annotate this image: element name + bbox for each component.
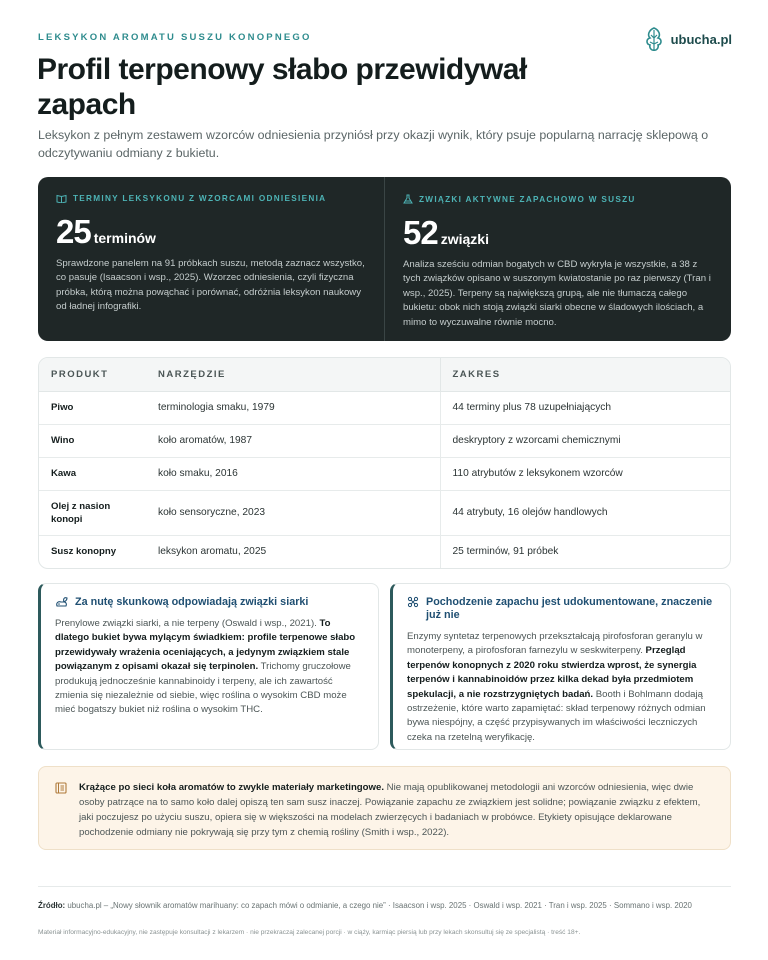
stat-description: Analiza sześciu odmian bogatych w CBD wykryła je wszystkie, a 38 z tych związków opisano w suszonym kwiatostanie po raz pierwszy (Tran i wsp., 2025). Terpeny są największą grupą, ale nie tłumaczą całego bukietu: obok nich stoją związki siarki obecne w śladowych ilościach, a mimo to wyczuwalne równie mocno.: [403, 259, 711, 328]
cell-product: Piwo: [39, 391, 146, 424]
flask-icon: [403, 194, 413, 204]
stat-label: ZWIĄZKI AKTYWNE ZAPACHOWO W SUSZU: [419, 194, 636, 204]
stat-compounds: [384, 177, 731, 341]
molecule-icon: [407, 596, 419, 608]
table-row: [39, 457, 730, 490]
card-title: Za nutę skunkową odpowiadają związki siarki: [75, 596, 309, 608]
cell-tool: terminologia smaku, 1979: [146, 391, 440, 424]
note-text: Krążące po sieci koła aromatów to zwykle materiały marketingowe. Nie mają opublikowanej metodologii ani wzorców odniesienia, więc dwie osoby patrzące na to samo koło dalej opiszą ten sam susz inaczej. Powiązanie zapachu ze związkiem jest solidne; powiązanie związku z efektem, jaki poczujesz po użyciu suszu, opiera się w większości na modelach zwierzęcych i badaniach w probówce. Etykiety opisujące deklarowane pochodzenie odmiany nie pokrywają się przy tym z chemią rośliny (Smith i wsp., 2022).: [79, 782, 701, 838]
marketing-warning-note: [38, 766, 731, 850]
table-header-row: [39, 358, 730, 391]
stat-value: 25: [56, 213, 91, 250]
column-header-product: PRODUKT: [39, 358, 146, 391]
source-line: Źródło: ubucha.pl – „Nowy słownik aromatów marihuany: co zapach mówi o odmianie, a czego nie” · Isaacson i wsp. 2025 · Oswald i wsp. 2021 · Tran i wsp. 2025 · Sommano i wsp. 2020: [38, 901, 692, 910]
stat-label: TERMINY LEKSYKONU Z WZORCAMI ODNIESIENIA: [73, 194, 327, 203]
document-icon: [55, 782, 67, 849]
table-row: [39, 424, 730, 457]
cell-scope: 44 atrybuty, 16 olejów handlowych: [440, 490, 730, 535]
stats-panel: [38, 177, 731, 341]
column-header-scope: ZAKRES: [440, 358, 730, 391]
book-icon: [56, 194, 67, 203]
cell-scope: 25 terminów, 91 próbek: [440, 535, 730, 568]
cell-tool: leksykon aromatu, 2025: [146, 535, 440, 568]
brand-logo[interactable]: [643, 26, 732, 52]
brand-name: ubucha.pl: [670, 31, 732, 47]
table-row: [39, 490, 730, 535]
cell-tool: koło smaku, 2016: [146, 457, 440, 490]
column-header-tool: NARZĘDZIE: [146, 358, 440, 391]
page-title: Profil terpenowy słabo przewidywał zapach: [37, 53, 527, 121]
cell-scope: 110 atrybutów z leksykonem wzorców: [440, 457, 730, 490]
leaf-logo-icon: [643, 26, 665, 52]
card-origin-note: [390, 583, 731, 750]
footer-divider: [38, 886, 731, 887]
card-title: Pochodzenie zapachu jest udokumentowane, znaczenie już nie: [426, 596, 713, 621]
card-body: Enzymy syntetaz terpenowych przekształcają pirofosforan geranylu w monoterpeny, a pirofosforan farnezylu w seskwiterpeny. Przegląd terpenów konopnych z 2020 roku stwierdza wprost, że synergia terpenów i kannabinoidów przez kilka dekad była przedmiotem spekulacji, a nie rozstrzygniętych badań. Booth i Bohlmann dodają ostrzeżenie, które warto zapamiętać: skład terpenowy różnych odmian bywa niespójny, a część przypisywanych im właściwości leczniczych czeka na rzetelną weryfikację.: [407, 631, 706, 743]
stat-unit: terminów: [93, 230, 156, 246]
stat-description: Sprawdzone panelem na 91 próbkach suszu, metodą zaznacz wszystko, co pasuje (Isaacson i wsp., 2025). Wzorzec odniesienia, czyli fizyczna próbka, którą można powąchać i porównać, odróżnia leksykon naukowy od ładnej infografiki.: [56, 258, 365, 313]
table-row: [39, 391, 730, 424]
cell-tool: koło aromatów, 1987: [146, 424, 440, 457]
cell-product: Wino: [39, 424, 146, 457]
cell-product: Kawa: [39, 457, 146, 490]
skunk-icon: [55, 596, 68, 608]
table-row: [39, 535, 730, 568]
lead-paragraph: Leksykon z pełnym zestawem wzorców odniesienia przyniósł przy okazji wynik, który psuje popularną narrację sklepową o odczytywaniu odmiany z bukietu.: [38, 128, 709, 160]
disclaimer: Materiał informacyjno-edukacyjny, nie zastępuje konsultacji z lekarzem · nie przekraczaj zalecanej porcji · w ciąży, karmiąc piersią lub przy lekach skonsultuj się ze specjalistą · treść 18+.: [38, 929, 581, 936]
card-skunk-note: [38, 583, 379, 750]
cell-product: Olej z nasion konopi: [39, 490, 146, 535]
stat-unit: związki: [440, 231, 489, 247]
card-body: Prenylowe związki siarki, a nie terpeny (Oswald i wsp., 2021). To dlatego bukiet bywa mylącym świadkiem: profile terpenowe słabo przewidywały wrażenia oceniających, a jedynym związkiem stale powiązanym z opisami okazał się terpinolen. Trichomy gruczołowe produkują jednocześnie kannabinoidy i terpeny, ale ich zawartość zmienia się niezależnie od siebie, więc roślina o wysokim CBD może mieć bogatszy bukiet niż roślina o wysokim THC.: [55, 618, 356, 716]
cell-tool: koło sensoryczne, 2023: [146, 490, 440, 535]
cell-scope: deskryptory z wzorcami chemicznymi: [440, 424, 730, 457]
stat-terms: [38, 177, 384, 341]
kicker: LEKSYKON AROMATU SUSZU KONOPNEGO: [38, 32, 312, 43]
cell-scope: 44 terminy plus 78 uzupełniających: [440, 391, 730, 424]
lexicon-table: [38, 357, 731, 569]
cell-product: Susz konopny: [39, 535, 146, 568]
stat-value: 52: [403, 214, 438, 251]
